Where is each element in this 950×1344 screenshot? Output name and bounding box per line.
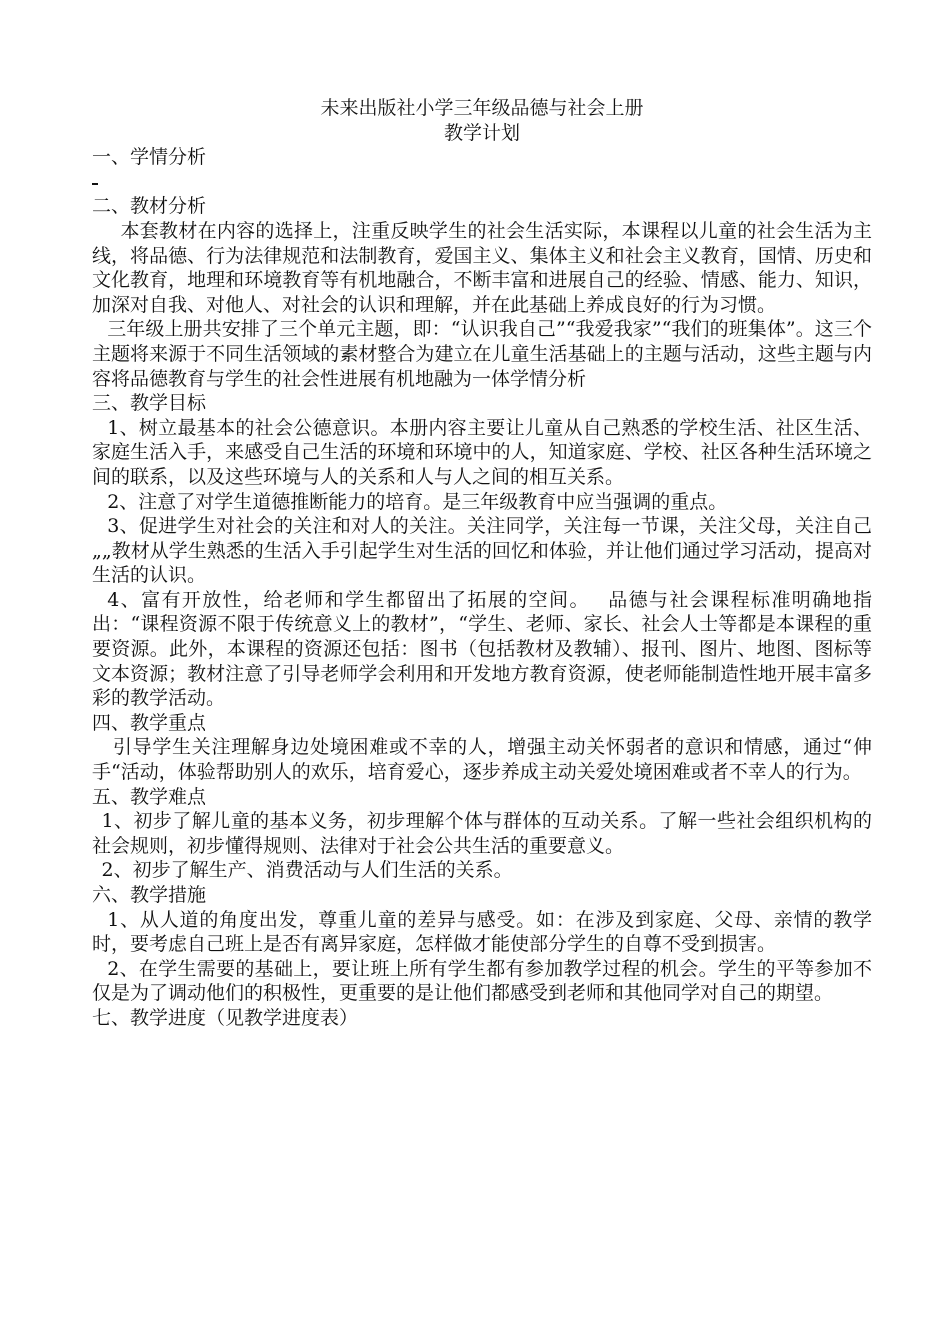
section-heading-analysis: 一、学情分析 — [92, 146, 207, 169]
paragraph: 2、注意了对学生道德推断能力的培育。是三年级教育中应当强调的重点。 — [107, 490, 728, 513]
paragraph: 1、从人道的角度出发，尊重儿童的差异与感受。如：在涉及到家庭、父母、亲情的教学时，要考虑自己班上是否有离异家庭，怎样做才能使部分学生的自尊不受到损害。 — [92, 908, 872, 956]
document-title: 未来出版社小学三年级品德与社会上册 — [320, 97, 644, 119]
document-subtitle: 教学计划 — [443, 121, 520, 144]
paragraph: 3、促进学生对社会的关注和对人的关注。关注同学，关注每一节课，关注父母，关注自己„„教材从学生熟悉的生活入手引起学生对生活的回忆和体验，并让他们通过学习活动，提高对生活的认识。 — [92, 515, 872, 587]
section-heading-difficulties: 五、教学难点 — [92, 785, 207, 808]
paragraph: 4、富有开放性，给老师和学生都留出了拓展的空间。 品德与社会课程标准明确地指出：“课程资源不限于传统意义上的教材”，“学生、老师、家长、社会人士等都是本课程的重要资源。此外，本课程的资源还包括：图书（包括教材及教辅）、报刊、图片、地图、图标等文本资源；教材注意了引导老师学会利用和开发地方教育资源，使老师能制造性地开展丰富多彩的教学活动。 — [92, 588, 872, 710]
paragraph: 1、初步了解儿童的基本义务，初步理解个体与群体的互动关系。了解一些社会组织机构的社会规则，初步懂得规则、法律对于社会公共生活的重要意义。 — [92, 810, 872, 857]
section-heading-measures: 六、教学措施 — [92, 884, 207, 906]
section-heading-key-points: 四、教学重点 — [92, 711, 207, 734]
paragraph: 引导学生关注理解身边处境困难或不幸的人，增强主动关怀弱者的意识和情感，通过“伸手“活动，体验帮助别人的欢乐，培育爱心，逐步养成主动关爱处境困难或者不幸人的行为。 — [92, 736, 872, 784]
paragraph: 1、树立最基本的社会公德意识。本册内容主要让儿童从自己熟悉的学校生活、社区生活、家庭生活入手，来感受自己生活的环境和环境中的人，知道家庭、学校、社区各种生活环境之间的联系，以及这些环境与人的关系和人与人之间的相互关系。 — [92, 416, 872, 488]
section-heading-goals: 三、教学目标 — [92, 392, 207, 415]
document-page — [92, 96, 872, 1031]
paragraph: 2、在学生需要的基础上，要让班上所有学生都有参加教学过程的机会。学生的平等参加不仅是为了调动他们的积极性，更重要的是让他们都感受到老师和其他同学对自己的期望。 — [92, 957, 872, 1005]
paragraph: 本套教材在内容的选择上，注重反映学生的社会生活实际，本课程以儿童的社会生活为主线，将品德、行为法律规范和法制教育，爱国主义、集体主义和社会主义教育，国情、历史和文化教育，地理和环境教育等有机地融合，不断丰富和进展自己的经验、情感、能力、知识，加深对自我、对他人、对社会的认识和理解，并在此基础上养成良好的行为习惯。 — [92, 219, 872, 316]
dash-mark — [92, 170, 872, 195]
section-heading-schedule: 七、教学进度（见教学进度表） — [92, 1006, 359, 1029]
paragraph: 三年级上册共安排了三个单元主题，即：“认识我自己”“我爱我家”“我们的班集体”。这三个主题将来源于不同生活领域的素材整合为建立在儿童生活基础上的主题与活动，这些主题与内容将品德教育与学生的社会性进展有机地融为一体学情分析 — [92, 318, 872, 390]
paragraph: 2、初步了解生产、消费活动与人们生活的关系。 — [101, 859, 513, 882]
section-heading-textbook: 二、教材分析 — [92, 195, 207, 218]
